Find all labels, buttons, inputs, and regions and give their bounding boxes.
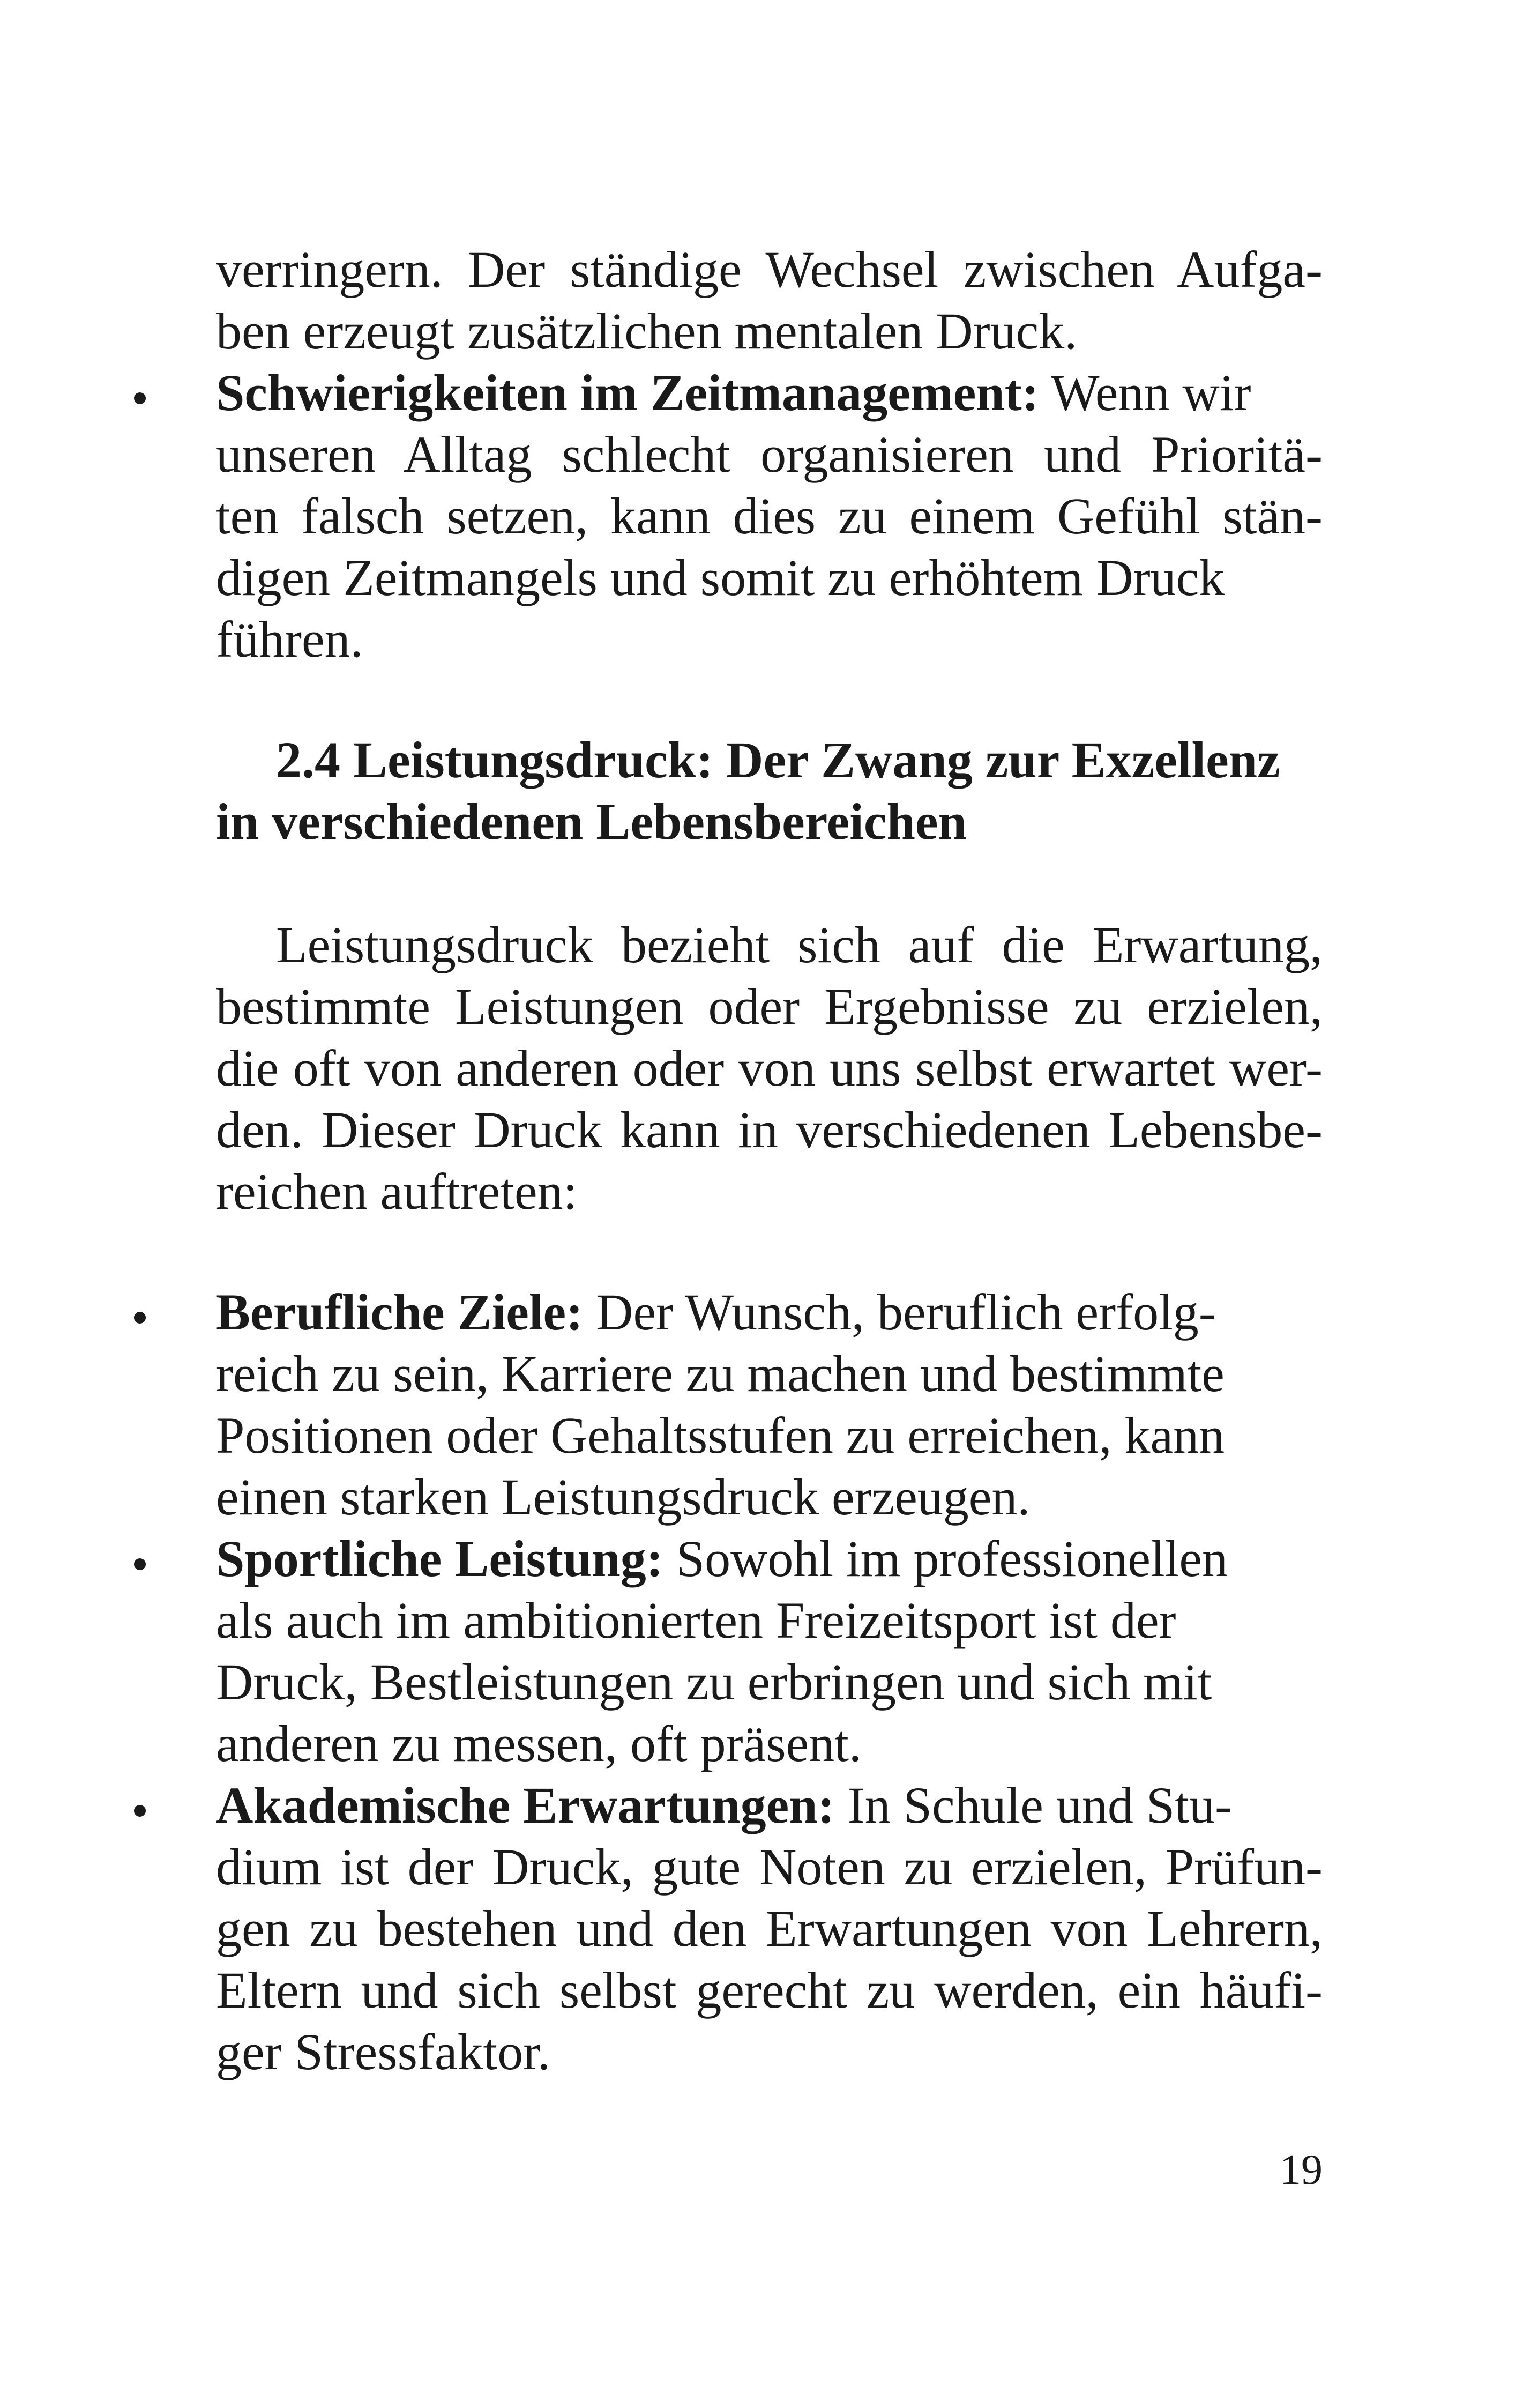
text-line: dium ist der Druck, gute Noten zu erzielen, Prüfun- — [216, 1838, 1323, 1896]
list-item — [216, 362, 1323, 670]
text-line: ten falsch setzen, kann dies zu einem Gefühl stän- — [216, 487, 1323, 545]
text-line: anderen zu messen, oft präsent. — [216, 1715, 862, 1772]
text-line: reich zu sein, Karriere zu machen und bestimmte — [216, 1345, 1225, 1402]
bullet-icon — [134, 362, 146, 423]
text-line: Druck, Bestleistungen zu erbringen und sich mit — [216, 1653, 1212, 1711]
list-item-term: Berufliche Ziele: — [216, 1283, 584, 1341]
text-line: Leistungsdruck bezieht sich auf die Erwartung, — [276, 916, 1323, 973]
section-heading — [216, 729, 1323, 852]
text-line: digen Zeitmangels und somit zu erhöhtem Druck — [216, 549, 1225, 606]
text-line: Positionen oder Gehaltsstufen zu erreichen, kann — [216, 1407, 1225, 1464]
list-item-text: In Schule und Stu- — [834, 1777, 1232, 1834]
body-paragraph — [216, 914, 1323, 1222]
text-line: gen zu bestehen und den Erwartungen von Lehrern, — [216, 1900, 1323, 1957]
section-heading-line: 2.4 Leistungsdruck: Der Zwang zur Exzellenz — [276, 731, 1280, 789]
bullet-icon — [134, 1528, 146, 1589]
text-line: führen. — [216, 611, 363, 668]
list-item — [216, 1281, 1323, 1528]
list-item-text: Der Wunsch, beruflich erfolg- — [583, 1283, 1216, 1341]
bullet-icon — [134, 1774, 146, 1836]
text-line: einen starken Leistungsdruck erzeugen. — [216, 1468, 1031, 1526]
text-line: den. Dieser Druck kann in verschiedenen Lebensbe- — [216, 1101, 1323, 1158]
text-line: reichen auftreten: — [216, 1163, 578, 1220]
text-line: ben erzeugt zusätzlichen mentalen Druck. — [216, 302, 1078, 360]
list-item-term: Akademische Erwartungen: — [216, 1777, 835, 1834]
text-line: unseren Alltag schlecht organisieren und Prioritä- — [216, 426, 1323, 483]
list-item-term: Schwierigkeiten im Zeitmanagement: — [216, 364, 1039, 421]
text-line: als auch im ambitionierten Freizeitsport ist der — [216, 1592, 1176, 1649]
text-line: ger Stressfaktor. — [216, 2023, 550, 2080]
list-item-term: Sportliche Leistung: — [216, 1530, 663, 1587]
text-line: die oft von anderen oder von uns selbst erwartet wer- — [216, 1039, 1323, 1097]
bullet-icon — [134, 1281, 146, 1343]
list-item-text: Sowohl im professionellen — [663, 1530, 1228, 1587]
text-line: bestimmte Leistungen oder Ergebnisse zu erzielen, — [216, 978, 1323, 1035]
list-item — [216, 1774, 1323, 2083]
continuation-paragraph — [216, 239, 1323, 362]
text-line: verringern. Der ständige Wechsel zwischen Aufga- — [216, 241, 1323, 298]
list-item — [216, 1528, 1323, 1774]
text-line: Eltern und sich selbst gerecht zu werden, ein häufi- — [216, 1961, 1323, 2019]
page-number: 19 — [1280, 2146, 1323, 2194]
section-heading-line: in verschiedenen Lebensbereichen — [216, 793, 967, 850]
list-item-text: Wenn wir — [1039, 364, 1251, 421]
